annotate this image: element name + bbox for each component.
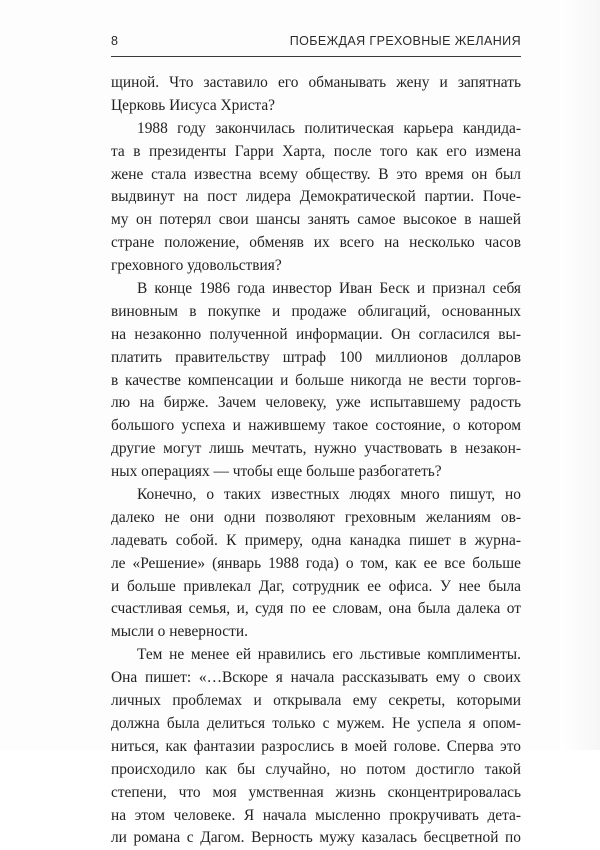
text-line: ниться, как фантазии разрослись в моей голове. Сперва это <box>111 737 521 755</box>
text-line: на этом человеке. Я начала мысленно прокручивать дета- <box>111 806 521 824</box>
text-line: происходило как бы случайно, но потом достигло такой <box>111 760 521 778</box>
text-line: Церковь Иисуса Христа? <box>111 96 275 114</box>
text-line: личных проблемах и открывала ему секреты, которыми <box>111 692 521 710</box>
text-line: платить правительству штраф 100 миллионов долларов <box>111 348 521 366</box>
text-line: мысли о неверности. <box>111 623 248 641</box>
text-line: выдвинут на пост лидера Демократической партии. Поче- <box>111 188 521 206</box>
text-line: стране положение, обменяв их всего на несколько часов <box>111 234 521 252</box>
running-header <box>111 34 521 56</box>
running-title: ПОБЕЖДАЯ ГРЕХОВНЫЕ ЖЕЛАНИЯ <box>289 34 521 48</box>
text-line: большого успеха и нажившему такое состояние, о котором <box>111 417 521 435</box>
page-number: 8 <box>111 34 118 48</box>
text-line: щиной. Что заставило его обманывать жену и запятнать <box>111 74 521 91</box>
text-line: степени, что моя умственная жизнь сконцентрировалась <box>111 783 521 801</box>
text-line: Конечно, о таких известных людях много пишут, но <box>137 486 521 504</box>
text-line: виновным в покупке и продаже облигаций, основанных <box>111 302 521 320</box>
text-line: жене стала известна всему обществу. В это время он был <box>111 165 521 183</box>
text-line: ных операциях — чтобы еще больше разбогатеть? <box>111 463 442 481</box>
text-line: Тем не менее ей нравились его льстивые комплименты. <box>137 646 521 664</box>
text-line: ле «Решение» (январь 1988 года) о том, как ее все больше <box>111 554 521 572</box>
text-line: му он потерял свои шансы занять самое высокое в нашей <box>111 211 521 229</box>
text-line: должна была делиться только с мужем. Не успела я опом- <box>111 714 521 732</box>
body-text <box>111 72 521 850</box>
text-line: ладевать собой. К примеру, одна канадка пишет в журна- <box>111 531 521 549</box>
text-line: счастливая семья, и, судя по ее словам, она была далека от <box>111 600 521 618</box>
text-line: и больше привлекал Даг, сотрудник ее офиса. У нее была <box>111 577 521 595</box>
text-line: в качестве компенсации и больше никогда не вести торгов- <box>111 371 521 389</box>
text-line: ли романа с Дагом. Верность мужу казалась бесцветной по <box>111 829 521 847</box>
text-line: та в президенты Гарри Харта, после того как его измена <box>111 142 521 160</box>
page-edge-shadow <box>560 0 600 750</box>
text-line: Она пишет: «…Вскоре я начала рассказывать ему о своих <box>111 669 521 687</box>
text-line: В конце 1986 года инвестор Иван Беск и признал себя <box>137 280 521 298</box>
text-line: лю на бирже. Зачем человеку, уже испытавшему радость <box>111 394 521 412</box>
text-line: греховного удовольствия? <box>111 257 282 275</box>
text-line: 1988 году закончилась политическая карьера кандида- <box>137 119 521 137</box>
header-rule <box>111 56 521 57</box>
text-line: далеко не они одни позволяют греховным желаниям ов- <box>111 508 521 526</box>
text-line: другие могут лишь мечтать, нужно участвовать в незакон- <box>111 440 521 458</box>
text-line: на незаконно полученной информации. Он согласился вы- <box>111 325 521 343</box>
